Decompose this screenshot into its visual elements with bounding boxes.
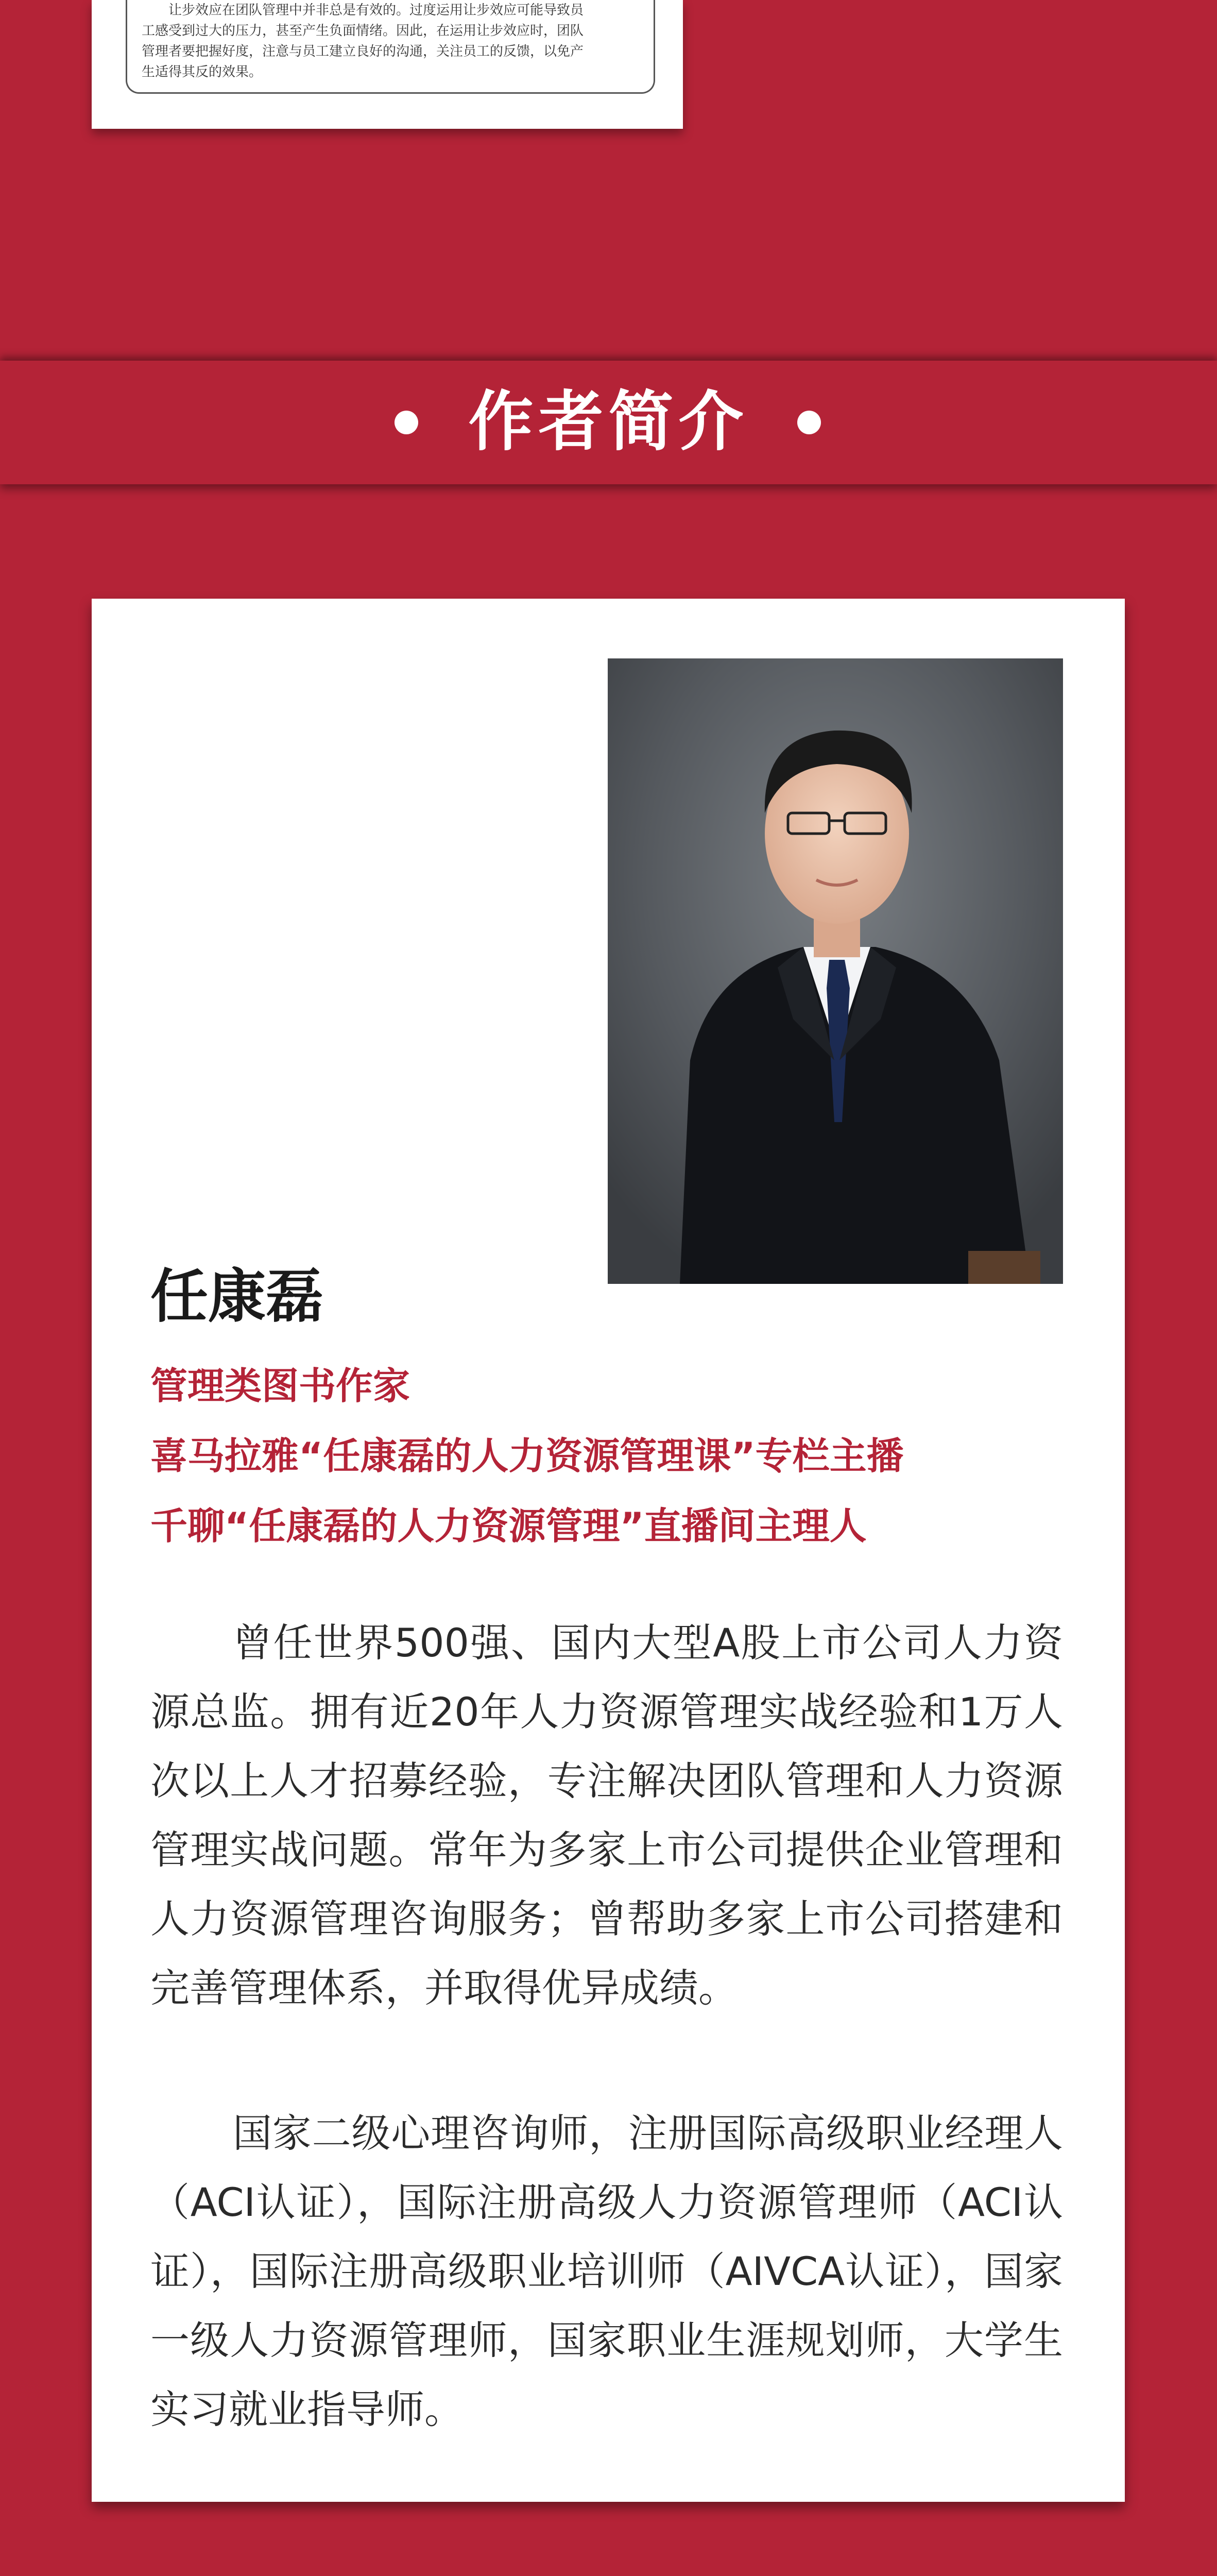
excerpt-line: 让步效应在团队管理中并非总是有效的。过度运用让步效应可能导致员 (168, 3, 584, 18)
author-role: 管理类图书作家 (150, 1364, 410, 1408)
author-bio-paragraph-1 (150, 1608, 1063, 2023)
author-role: 千聊“任康磊的人力资源管理”直播间主理人 (150, 1504, 867, 1548)
bio-text: 曾任世界500强、国内大型A股上市公司人力资源总监。拥有近20年人力资源管理实战经验和1万人次以上人才招募经验，专注解决团队管理和人力资源管理实战问题。常年为多家上市公司提供企业管理和人力资源管理咨询服务；曾帮助多家上市公司搭建和完善管理体系，并取得优异成绩。 (150, 1620, 1063, 2011)
excerpt-box (126, 0, 655, 94)
author-name: 任康磊 (150, 1263, 323, 1330)
section-header-band (0, 361, 1217, 484)
section-title: 作者简介 (468, 384, 749, 460)
bio-highlight: 国家二级心理咨询师 (233, 2110, 589, 2156)
author-card (92, 599, 1125, 2502)
excerpt-line: 生适得其反的效果。 (142, 64, 263, 80)
excerpt-line: 管理者要把握好度，注意与员工建立良好的沟通，关注员工的反馈，以免产 (142, 44, 584, 59)
author-role: 喜马拉雅“任康磊的人力资源管理课”专栏主播 (150, 1434, 904, 1478)
bullet-dot-icon (797, 411, 821, 434)
excerpt-line: 工感受到过大的压力，甚至产生负面情绪。因此，在运用让步效应时，团队 (142, 23, 584, 39)
previous-page-fragment (92, 0, 683, 129)
author-roles (150, 1351, 904, 1561)
author-photo (608, 658, 1063, 1284)
author-bio-paragraph-2 (150, 2099, 1063, 2444)
bio-text: ，注册国际高级职业经理人（ACI认证），国际注册高级人力资源管理师（ACI认证），国际注册高级职业培训师（AIVCA认证），国家一级人力资源管理师，国家职业生涯规划师，大学生实习就业指导师。 (150, 2110, 1064, 2432)
